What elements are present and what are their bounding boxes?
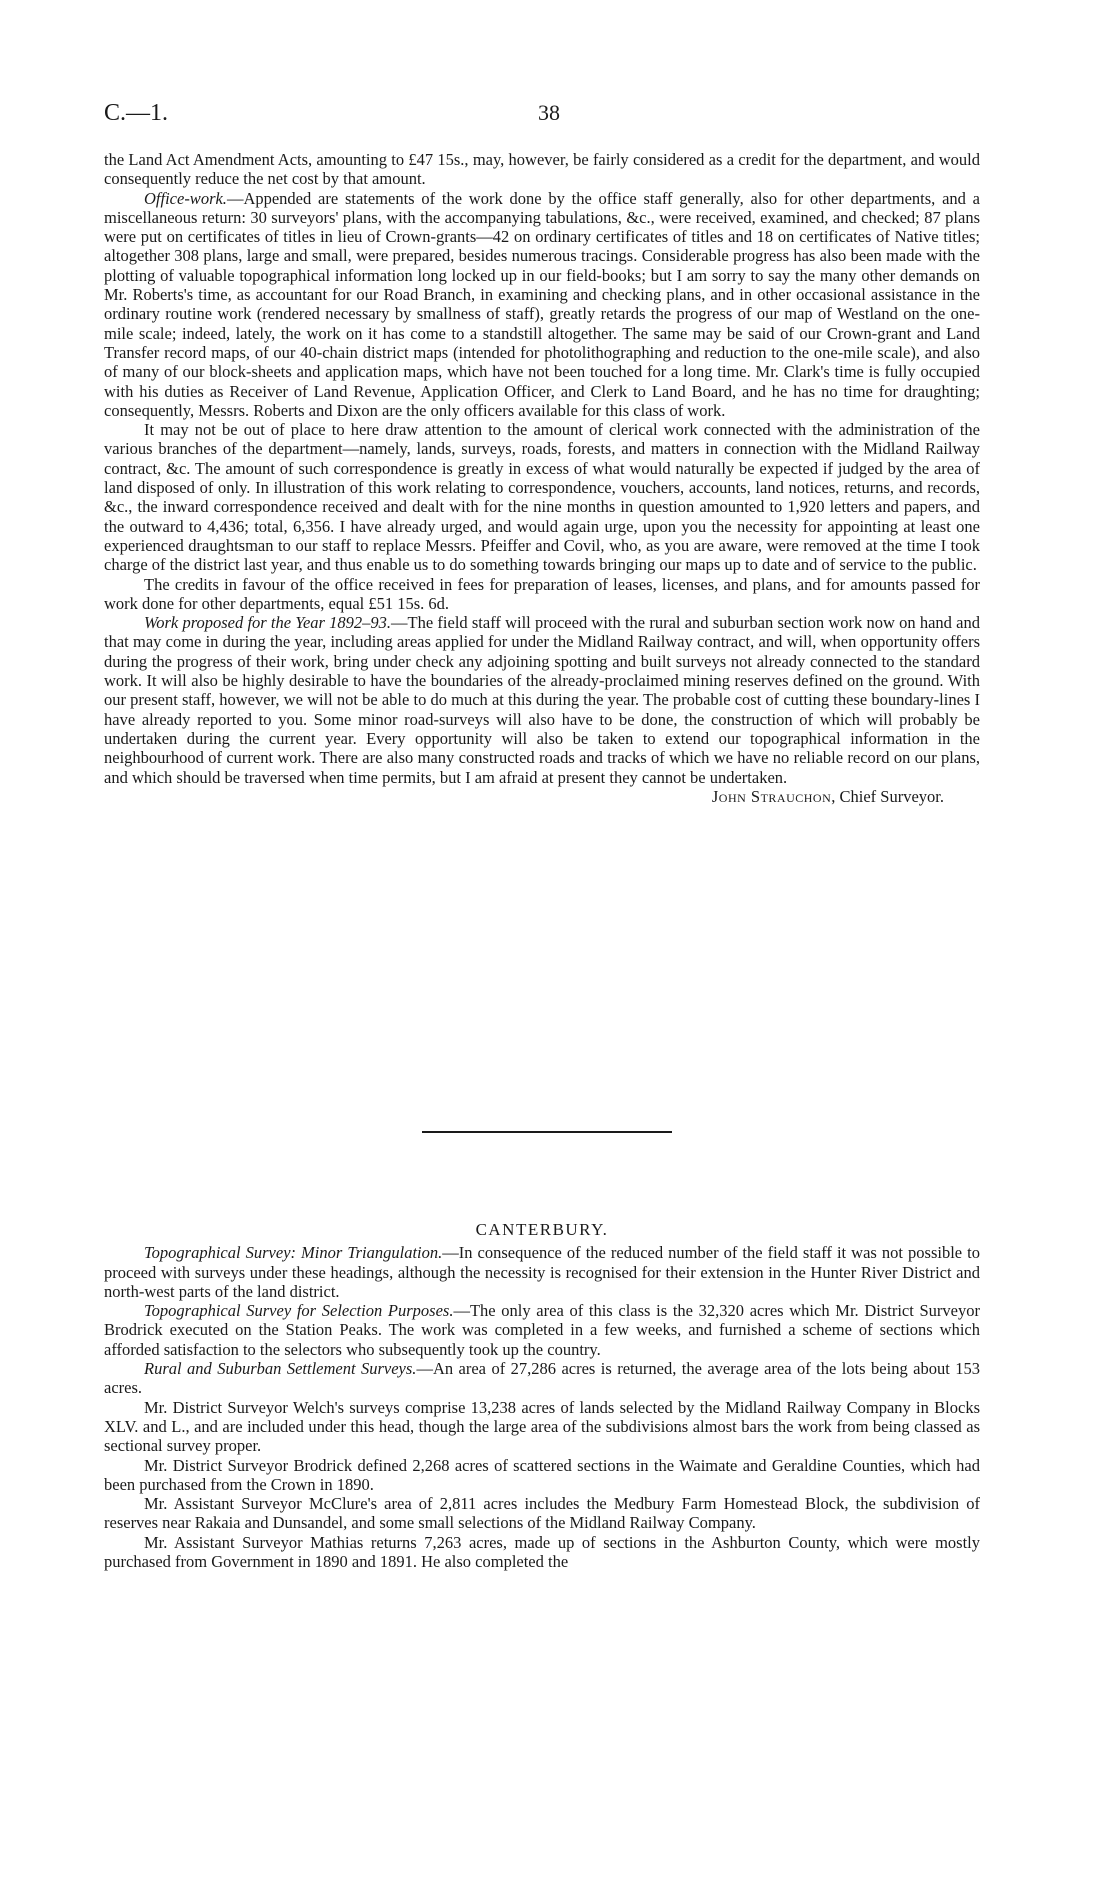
triangulation-heading: Topographical Survey: Minor Triangulation. — [144, 1243, 443, 1263]
paragraph-welch: Mr. District Surveyor Welch's surveys comprise 13,238 acres of lands selected by the Midland Railway Company in Blocks XLV. and L., and are included under this head, though the large area of the subdivisions almost bars the work from being classed as sectional survey proper. — [104, 1397, 980, 1456]
settlement-surveys-text: —An area of 27,286 acres is returned, the average area of the lots being about 153 acres. — [104, 1359, 980, 1398]
paragraph-mcclure: Mr. Assistant Surveyor McClure's area of 2,811 acres includes the Medbury Farm Homestead Block, the subdivision of reserves near Rakaia and Dunsandel, and some small selections of the Midland Railway Company. — [104, 1494, 980, 1533]
page-header — [104, 100, 980, 130]
paragraph-selection-purposes — [104, 1301, 980, 1359]
document-reference: C.—1. — [104, 100, 169, 126]
paragraph-settlement-surveys — [104, 1359, 980, 1398]
canterbury-section — [104, 1220, 980, 1571]
signature — [104, 787, 980, 806]
paragraph-credits: The credits in favour of the office received in fees for preparation of leases, licenses, and plans, and for amounts passed for work done for other departments, equal £51 15s. 6d. — [104, 574, 980, 613]
paragraph-triangulation — [104, 1243, 980, 1301]
paragraph-continuation: the Land Act Amendment Acts, amounting to £47 15s., may, however, be fairly considered as a credit for the department, and would consequently reduce the net cost by that amount. — [104, 150, 980, 189]
settlement-surveys-heading: Rural and Suburban Settlement Surveys. — [144, 1359, 417, 1379]
office-work-text: —Appended are statements of the work done by the office staff generally, also for other departments, and a miscellaneous return: 30 surveyors' plans, with the accompanying tabulations, &c., were received, examined, and checked; 87 plans were put on certificates of titles in lieu of Crown-grants—42 on ordinary certificates of titles and 18 on certificates of Native titles; altogether 308 plans, large and small, were prepared, besides numerous tracings. Considerable progress has also been made with the plotting of valuable topographical information long locked up in our field-books; but I am sorry to say the many other demands on Mr. Roberts's time, as accountant for our Road Branch, in examining and checking plans, and in other occasional assistance in the ordinary routine work (rendered necessary by smallness of staff), greatly retards the progress of our map of Westland on the one-mile scale; indeed, lately, the work on it has come to a standstill altogether. The same may be said of our Crown-grant and Land Transfer record maps, of our 40-chain district maps (intended for photolithographing and reduction to the one-mile scale), and also of many of our block-sheets and application maps, which have not been touched for a long time. Mr. Clark's time is fully occupied with his duties as Receiver of Land Revenue, Application Officer, and Clerk to Land Board, and he has no time for draughting; consequently, Messrs. Roberts and Dixon are the only officers available for this class of work. — [104, 188, 980, 420]
triangulation-text: —In consequence of the reduced number of the field staff it was not possible to proceed with surveys under these headings, although the necessity is recognised for their extension in the Hunter River District and north-west parts of the land district. — [104, 1243, 980, 1301]
work-proposed-text: —The field staff will proceed with the rural and suburban section work now on hand and that may come in during the year, including areas applied for under the Midland Railway contract, and will, when opportunity offers during the progress of their work, bring under check any adjoining spotting and built surveys not already connected to the standard work. It will also be highly desirable to have the boundaries of the already-proclaimed mining reserves defined on the ground. With our present staff, however, we will not be able to do much at this during the year. The probable cost of cutting these boundary-lines I have already reported to you. Some minor road-surveys will also have to be done, the construction of which will probably be undertaken during the current year. Every opportunity will also be taken to extend our topographical information in the neighbourhood of current work. There are also many constructed roads and tracks of which we have no reliable record on our plans, and which should be traversed when time permits, but I am afraid at present they cannot be undertaken. — [104, 613, 980, 787]
work-proposed-heading: Work proposed for the Year 1892–93. — [144, 613, 392, 633]
signature-title: , Chief Surveyor. — [831, 786, 944, 806]
selection-purposes-heading: Topographical Survey for Selection Purposes. — [144, 1301, 454, 1321]
paragraph-office-work — [104, 189, 980, 421]
paragraph-brodrick: Mr. District Surveyor Brodrick defined 2,268 acres of scattered sections in the Waimate and Geraldine Counties, which had been purchased from the Crown in 1890. — [104, 1455, 980, 1494]
paragraph-work-proposed — [104, 613, 980, 787]
paragraph-clerical-work: It may not be out of place to here draw attention to the amount of clerical work connected with the administration of the various branches of the department—namely, lands, surveys, roads, forests, and matters in connection with the Midland Railway contract, &c. The amount of such correspondence is greatly in excess of what would naturally be expected if judged by the area of land disposed of only. In illustration of this work relating to correspondence, vouchers, accounts, land notices, returns, and records, &c., the inward correspondence received and dealt with for the nine months in question amounted to 1,920 letters and papers, and the outward to 4,436; total, 6,356. I have already urged, and would again urge, upon you the necessity for appointing at least one experienced draughtsman to our staff to replace Messrs. Pfeiffer and Covil, who, as you are aware, were removed at the time I took charge of the district last year, and thus enable us to do something towards bringing our maps up to date and of service to the public. — [104, 420, 980, 575]
section-divider — [422, 1131, 672, 1133]
report-body — [104, 150, 980, 806]
office-work-heading: Office-work. — [144, 188, 227, 208]
signature-name: John Strauchon — [711, 786, 832, 806]
section-heading: CANTERBURY. — [475, 1220, 609, 1239]
selection-purposes-text: —The only area of this class is the 32,320 acres which Mr. District Surveyor Brodrick executed on the Station Peaks. The work was completed in a few weeks, and furnished a scheme of sections which afforded satisfaction to the selectors who subsequently took up the country. — [104, 1301, 980, 1359]
paragraph-mathias: Mr. Assistant Surveyor Mathias returns 7,263 acres, made up of sections in the Ashburton County, which were mostly purchased from Government in 1890 and 1891. He also completed the — [104, 1532, 980, 1572]
page-number: 38 — [538, 100, 560, 125]
